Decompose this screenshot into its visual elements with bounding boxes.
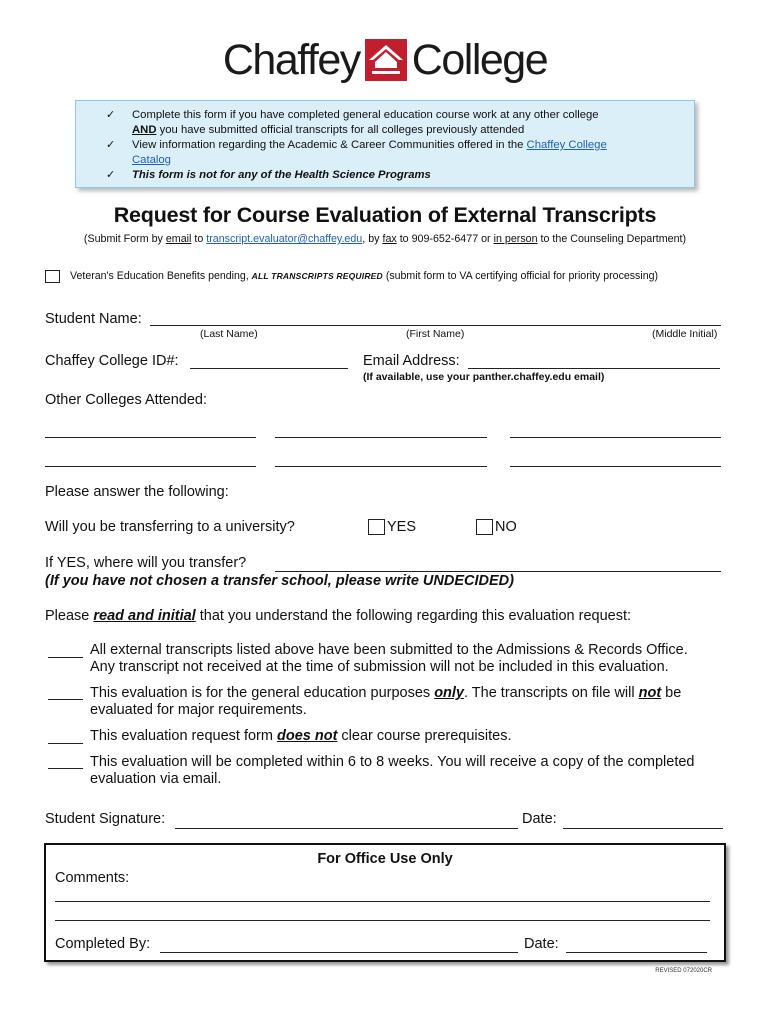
statement-text: Any transcript not received at the time of submission will not be included in this evaluation.: [90, 659, 669, 675]
college-id-field[interactable]: [190, 368, 348, 369]
statement-1: [90, 642, 688, 676]
read-initial-text: that you understand the following regarding this evaluation request:: [195, 608, 632, 624]
middle-initial-hint: (Middle Initial): [652, 328, 718, 340]
statement-text: evaluation via email.: [90, 771, 222, 787]
statement-text: be: [661, 685, 682, 701]
read-initial-text: Please: [45, 608, 94, 624]
chaffey-house-icon: [364, 38, 408, 82]
initial-field-4[interactable]: [48, 768, 83, 769]
student-name-field[interactable]: [150, 325, 721, 326]
catalog-link[interactable]: Chaffey College: [526, 139, 607, 151]
transfer-question: Will you be transferring to a university?: [45, 519, 295, 535]
subtitle-text: to the Counseling Department): [537, 233, 687, 245]
veteran-checkbox[interactable]: [45, 270, 60, 283]
signature-label: Student Signature:: [45, 811, 166, 827]
office-date-label: Date:: [524, 936, 559, 952]
student-name-label: Student Name:: [45, 311, 142, 327]
instruction-item-1: [106, 108, 684, 138]
logo-left-word: Chaffey: [222, 35, 360, 84]
read-initial-emphasis: read and initial: [93, 608, 196, 624]
statement-emphasis: not: [638, 685, 662, 701]
email-hint: (If available, use your panther.chaffey.edu email): [363, 371, 605, 383]
date-field[interactable]: [563, 828, 723, 829]
email-label: Email Address:: [363, 353, 460, 369]
office-date-field[interactable]: [566, 952, 707, 953]
veteran-caps: ALL TRANSCRIPTS REQUIRED: [251, 271, 383, 281]
last-name-hint: (Last Name): [200, 328, 258, 340]
statement-emphasis: only: [434, 685, 464, 701]
completed-by-label: Completed By:: [55, 936, 151, 952]
no-checkbox[interactable]: [476, 519, 493, 535]
subtitle-text: , by: [362, 233, 383, 245]
statement-text: . The transcripts on file will: [464, 685, 639, 701]
transfer-school-field[interactable]: [275, 571, 721, 572]
instruction-warning: This form is not for any of the Health Science Programs: [132, 169, 431, 181]
statement-text: This evaluation will be completed within 6 to 8 weeks. You will receive a copy of the completed: [90, 754, 695, 770]
college-field-5[interactable]: [275, 466, 487, 467]
instruction-text: you have submitted official transcripts for all colleges previously attended: [156, 124, 525, 136]
logo-right-word: College: [411, 35, 548, 84]
comments-label: Comments:: [55, 870, 130, 886]
instruction-text: Complete this form if you have completed general education course work at any other college: [132, 109, 599, 121]
veteran-label: [70, 270, 658, 282]
statement-text: This evaluation is for the general education purposes: [90, 685, 435, 701]
checkmark-icon: ✓: [106, 139, 116, 151]
statement-text: clear course prerequisites.: [337, 728, 512, 744]
veteran-text: Veteran's Education Benefits pending,: [70, 270, 252, 282]
read-initial-instruction: [45, 608, 631, 624]
subtitle-text: to: [191, 233, 207, 245]
email-field[interactable]: [468, 368, 720, 369]
revision-code: REVISED 072020CR: [655, 968, 712, 974]
initial-field-1[interactable]: [48, 657, 83, 658]
instructions-box: [75, 100, 695, 188]
subtitle-email-word: email: [165, 233, 192, 245]
submission-instructions: [0, 233, 770, 245]
checkmark-icon: ✓: [106, 169, 116, 181]
email-link[interactable]: transcript.evaluator@chaffey.edu: [206, 233, 363, 245]
statement-2: [90, 685, 725, 719]
statement-3: [90, 728, 511, 744]
college-field-3[interactable]: [510, 437, 721, 438]
completed-by-field[interactable]: [160, 952, 518, 953]
college-field-6[interactable]: [510, 466, 721, 467]
other-colleges-label: Other Colleges Attended:: [45, 392, 208, 408]
no-label: NO: [495, 519, 517, 535]
college-field-4[interactable]: [45, 466, 256, 467]
college-id-label: Chaffey College ID#:: [45, 353, 179, 369]
instruction-item-2: [106, 138, 684, 168]
page-title: Request for Course Evaluation of External Transcripts: [113, 203, 657, 227]
college-field-2[interactable]: [275, 437, 487, 438]
office-use-title: For Office Use Only: [317, 851, 453, 867]
instruction-item-3: [106, 168, 684, 183]
date-label: Date:: [522, 811, 557, 827]
instruction-text: View information regarding the Academic & Career Communities offered in the: [132, 139, 527, 151]
first-name-hint: (First Name): [406, 328, 465, 340]
initial-field-2[interactable]: [48, 699, 83, 700]
checkmark-icon: ✓: [106, 109, 116, 121]
initial-field-3[interactable]: [48, 743, 83, 744]
yes-checkbox[interactable]: [368, 519, 385, 535]
chaffey-college-logo: [0, 34, 770, 86]
signature-field[interactable]: [175, 828, 518, 829]
statement-text: evaluated for major requirements.: [90, 702, 307, 718]
transfer-where-label: If YES, where will you transfer?: [45, 555, 247, 571]
statement-4: [90, 754, 695, 788]
veteran-text: (submit form to VA certifying official for priority processing): [382, 270, 659, 282]
catalog-link-cont[interactable]: Catalog: [132, 154, 171, 166]
statement-text: This evaluation request form: [90, 728, 277, 744]
comments-field-1[interactable]: [55, 901, 710, 902]
statement-text: All external transcripts listed above have been submitted to the Admissions & Records Office.: [90, 642, 688, 658]
statement-emphasis: does not: [276, 728, 338, 744]
subtitle-in-person: in person: [493, 233, 538, 245]
college-field-1[interactable]: [45, 437, 256, 438]
subtitle-text: to 909-652-6477 or: [396, 233, 494, 245]
subtitle-text: (Submit Form by: [83, 233, 166, 245]
yes-label: YES: [387, 519, 417, 535]
comments-field-2[interactable]: [55, 920, 710, 921]
instruction-and: AND: [132, 124, 157, 136]
answer-prompt: Please answer the following:: [45, 484, 229, 500]
transfer-note: (If you have not chosen a transfer school, please write UNDECIDED): [45, 573, 514, 589]
subtitle-fax-word: fax: [382, 233, 397, 245]
